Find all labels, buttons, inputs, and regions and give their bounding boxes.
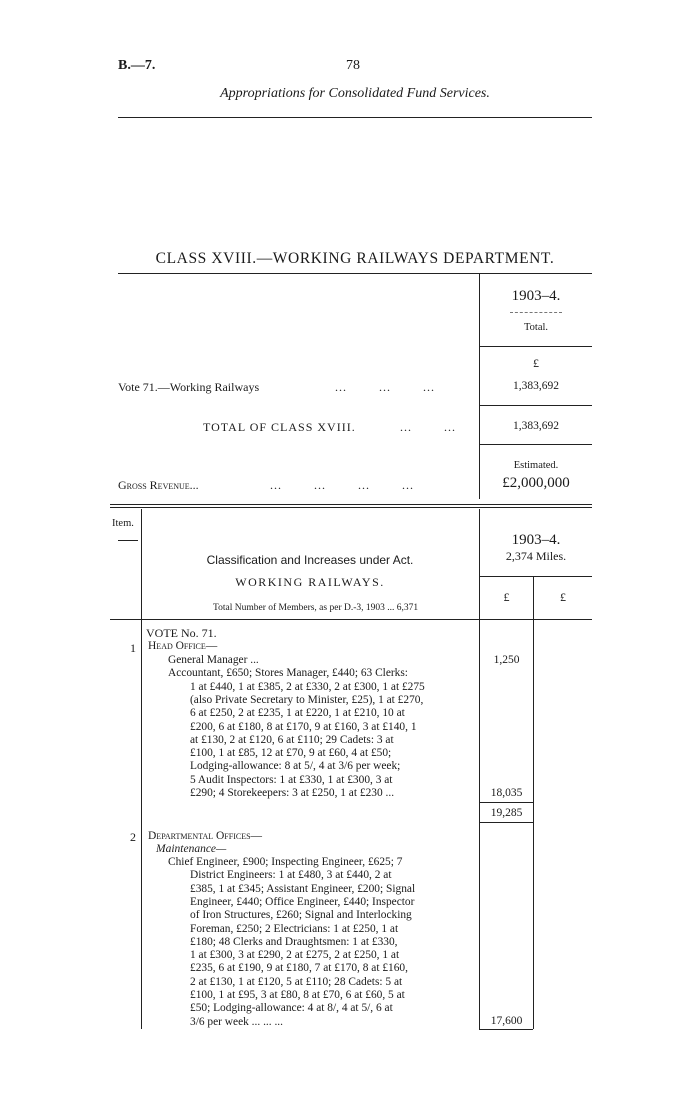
summary-year-rule (510, 312, 562, 313)
detail-header-rule (110, 619, 592, 620)
total-class-label: TOTAL OF CLASS XVIII. (203, 420, 356, 434)
item-line: 1 at £300, 3 at £290, 2 at £275, 2 at £250, 1 at (190, 949, 400, 962)
page-ref: B.—7. (118, 58, 156, 73)
item-line: £180; 48 Clerks and Draughtsmen: 1 at £330, (190, 935, 398, 948)
item-line: £385, 1 at £345; Assistant Engineer, £200; Signal (190, 882, 416, 895)
detail-miles: 2,374 Miles. (505, 549, 567, 563)
item-line: £100, 1 at £85, 12 at £70, 9 at £60, 4 at £50; (190, 747, 392, 760)
item-line: General Manager ... (168, 654, 259, 666)
item-amount-rule (479, 1029, 533, 1030)
item-number: 2 (130, 830, 136, 844)
gross-revenue-label: Gross Revenue... (118, 478, 199, 492)
item-line: £235, 6 at £190, 9 at £180, 7 at £170, 8 at £160, (190, 962, 408, 975)
members-note: Total Number of Members, as per D.-3, 1903 ... 6,371 (213, 603, 419, 613)
vote-label: Vote 71.—Working Railways (118, 380, 260, 394)
detail-subheading: WORKING RAILWAYS. (235, 575, 385, 589)
subtotal-rule-bottom (479, 822, 533, 823)
item-subtotal: 19,285 (490, 807, 523, 819)
item-column-header: Item. (112, 518, 134, 529)
item-number: 1 (130, 641, 136, 655)
item-line: 2 at £130, 1 at £120, 5 at £110; 28 Cadets: 5 at (190, 975, 403, 988)
subtotal-rule-top (479, 802, 533, 803)
subsection-title: Maintenance— (156, 843, 227, 855)
page-number: 78 (346, 58, 360, 73)
page-subtitle: Appropriations for Consolidated Fund Services. (220, 86, 490, 101)
item-line: 1 at £440, 1 at £385, 2 at £330, 2 at £300, 1 at £275 (190, 680, 425, 693)
gross-revenue-amount: £2,000,000 (502, 475, 570, 491)
item-line: 6 at £250, 2 at £235, 1 at £220, 1 at £210, 10 at (190, 707, 405, 720)
item-1-body (0, 654, 480, 804)
item-line: £290; 4 Storekeepers: 3 at £250, 1 at £230 ... (190, 787, 395, 799)
item-2-body (0, 856, 480, 1036)
item-line: £200, 6 at £180, 8 at £170, 9 at £160, 3 at £140, 1 (190, 720, 417, 733)
vote-leaders: ... ... ... (335, 380, 435, 394)
item-amount: 17,600 (490, 1015, 523, 1027)
detail-year: 1903–4. (511, 532, 561, 548)
summary-bottom-rule-2 (110, 507, 592, 508)
item-amount: 1,250 (493, 654, 520, 666)
section-title: Departmental Offices— (148, 830, 263, 842)
estimated-label: Estimated. (513, 460, 559, 471)
vote-amount: 1,383,692 (513, 380, 559, 392)
item-line: of Iron Structures, £260; Signal and Interlocking (190, 909, 412, 922)
summary-bottom-rule-1 (110, 504, 592, 505)
item-line: District Engineers: 1 at £480, 3 at £440, 2 at (190, 869, 392, 882)
item-line: at £130, 2 at £120, 6 at £110; 29 Cadets: 3 at (190, 733, 394, 746)
item-line: Engineer, £440; Office Engineer, £440; Inspector (190, 895, 415, 908)
summary-top-rule (118, 273, 592, 274)
summary-vote-rule (479, 405, 592, 406)
summary-currency: £ (533, 356, 539, 370)
detail-currency-1: £ (503, 590, 510, 604)
vote-number-heading: VOTE No. 71. (146, 626, 217, 640)
header-rule (118, 117, 592, 118)
miles-rule (479, 576, 592, 577)
item-line: £100, 1 at £95, 3 at £80, 8 at £70, 6 at £60, 5 at (190, 989, 405, 1001)
section-title: Head Office— (148, 640, 218, 652)
item-header-rule (118, 540, 138, 541)
summary-year: 1903–4. (511, 288, 561, 304)
item-line: Lodging-allowance: 8 at 5/, 4 at 3/6 per week; (190, 760, 401, 773)
detail-currency-2: £ (560, 590, 566, 604)
detail-heading: Classification and Increases under Act. (206, 553, 414, 567)
item-line: Foreman, £250; 2 Electricians: 1 at £250, 1 at (190, 922, 399, 935)
total-class-amount: 1,383,692 (513, 420, 559, 432)
summary-header-rule (479, 346, 592, 347)
summary-total-rule (479, 444, 592, 445)
total-class-leaders: ... ... (400, 420, 456, 434)
item-line: £50; Lodging-allowance: 4 at 8/, 4 at 5/, 6 at (190, 1002, 393, 1015)
class-title: CLASS XVIII.—WORKING RAILWAYS DEPARTMENT. (155, 250, 555, 267)
item-line: 5 Audit Inspectors: 1 at £330, 1 at £300, 3 at (190, 773, 393, 786)
item-line: Accountant, £650; Stores Manager, £440; 63 Clerks: (168, 667, 408, 680)
summary-total-label: Total. (523, 322, 549, 333)
item-line: 3/6 per week ... ... ... (190, 1015, 283, 1028)
gross-revenue-leaders: ... ... ... ... (270, 478, 414, 492)
item-line: (also Private Secretary to Minister, £25), 1 at £270, (190, 693, 424, 706)
item-amount: 18,035 (490, 787, 523, 799)
item-line: Chief Engineer, £900; Inspecting Engineer, £625; 7 (168, 856, 403, 868)
